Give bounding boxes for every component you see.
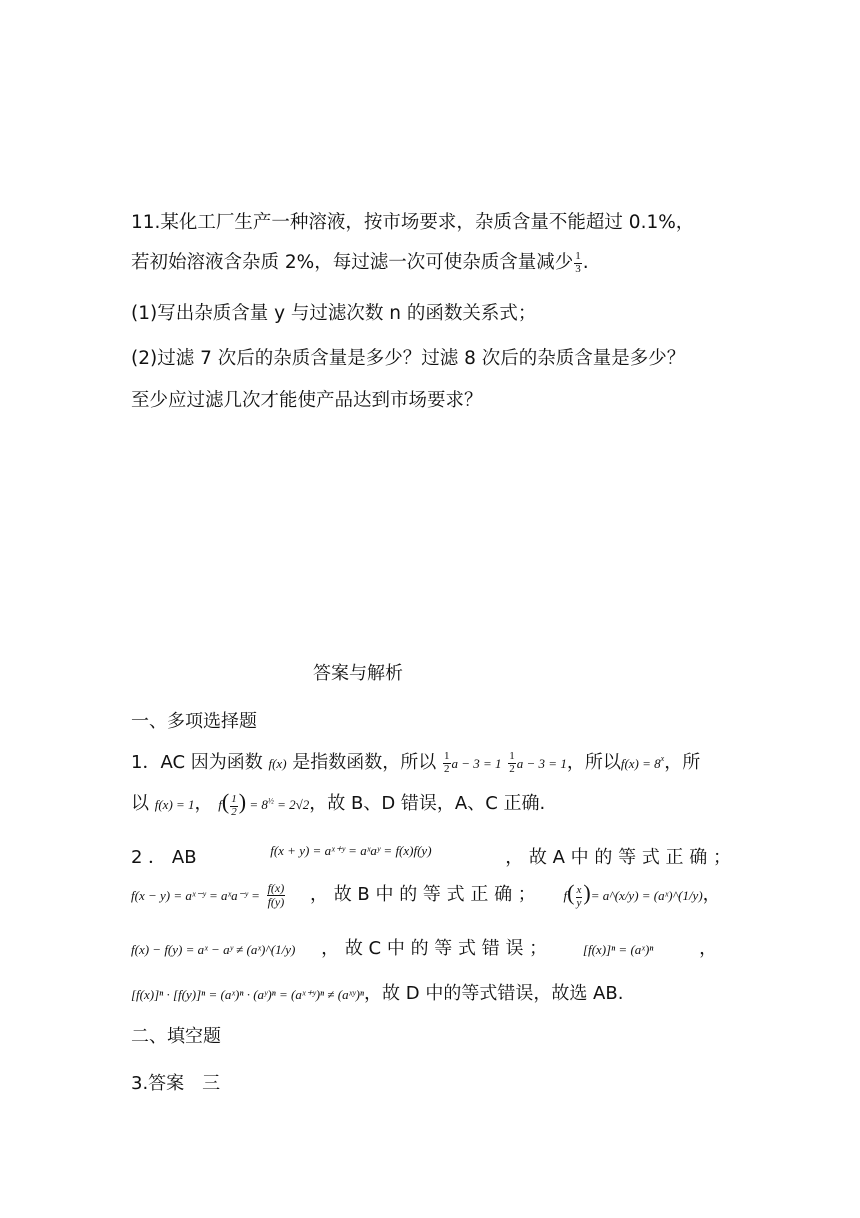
- problem-line-2: [131, 248, 589, 275]
- answer-2-label: 2 ． AB: [131, 847, 197, 868]
- fraction-fx-fy: $\frac{f(x)}{f(y)}$: [267, 880, 285, 909]
- answer-2-line-2: f(x − y) = aˣ⁻ʸ = aˣa⁻ʸ = $\frac{f(x)}{f(y)}$ ， 故 B 中 的 等 式 正 确 ； f( $\frac{x}{y}$ )= a^(x/y) = (aˣ)^(1/y)，: [131, 880, 721, 909]
- math-eq-2: a − 3 = 1: [516, 756, 567, 771]
- answer-2-line-4: [131, 979, 623, 1005]
- problem-part-2: (2)过滤 7 次后的杂质含量是多少？过滤 8 次后的杂质含量是多少？: [131, 348, 686, 369]
- section-multiple-choice: 一、多项选择题: [131, 711, 257, 732]
- answer-1-post: ，所以: [566, 752, 621, 773]
- answer-2-line-3: f(x) − f(y) = aˣ − aʸ ≠ (aˣ)^(1/y) ， 故 C 中 的 等 式 错 误 ； [f(x)]ⁿ = (aˣ)ⁿ ，: [131, 938, 718, 959]
- section-fill-in: 二、填空题: [131, 1026, 221, 1047]
- math-2-3b: [f(x)]ⁿ = (aˣ)ⁿ: [582, 942, 654, 957]
- answer-1-line-1: 1．AC 因为函数 f(x) 是指数函数，所以 $\frac{1}{2}$ a − 3 = 1 $\frac{1}{2}$ a − 3 = 1，所以$f(x) = 8^x$，所: [131, 749, 701, 775]
- problem-part-1: (1)写出杂质含量 y 与过滤次数 n 的函数关系式；: [131, 303, 537, 324]
- answer-2-l3-mid: ， 故 C 中 的 等 式 错 误 ；: [321, 938, 548, 959]
- answer-1-l2-pre: 以: [131, 793, 149, 814]
- fraction-half-2: $\frac{1}{2}$: [509, 749, 515, 775]
- frac-denominator: 3: [575, 262, 581, 275]
- math-eq-1: a − 3 = 1: [451, 756, 502, 771]
- math-f-half: f( $\frac{1}{2}$ ) = $8^{\frac{1}{2}}$: [218, 789, 274, 818]
- math-2-3: f(x) − f(y) = aˣ − aʸ ≠ (aˣ)^(1/y): [131, 942, 296, 957]
- answer-2-l1-end: ， 故 A 中 的 等 式 正 确 ；: [505, 847, 731, 868]
- math-2sqrt2: = 2√2: [277, 797, 310, 812]
- answer-2-l2-mid: ， 故 B 中 的 等 式 正 确 ；: [309, 884, 536, 905]
- fraction-half: $\frac{1}{2}$: [444, 749, 450, 775]
- math-fx: f(x): [268, 756, 287, 771]
- answer-1-end: ，所: [664, 752, 701, 773]
- answer-1-label: 1．AC 因为函数: [131, 752, 263, 773]
- answer-2-line-1: [131, 843, 731, 869]
- answer-3: 3.答案 三: [131, 1073, 221, 1094]
- math-fx1: f(x) = 1: [154, 797, 195, 812]
- answer-1-text: 是指数函数，所以: [292, 752, 437, 773]
- answer-1-l2-end: ，故 B、D 错误，A、C 正确.: [309, 793, 546, 814]
- math-2-4: [f(x)]ⁿ · [f(y)]ⁿ = (aˣ)ⁿ · (aʸ)ⁿ = (aˣ⁺ʸ)ⁿ ≠ (aˣʸ)ⁿ: [131, 987, 365, 1002]
- answer-2-l4-end: ，故 D 中的等式错误，故选 AB.: [364, 983, 624, 1004]
- answers-title: 答案与解析: [313, 663, 403, 684]
- math-2-1: f(x + y) = aˣ⁺ʸ = aˣaʸ = f(x)f(y): [270, 843, 432, 858]
- problem-line-1: 11.某化工厂生产一种溶液，按市场要求，杂质含量不能超过 0.1%，: [131, 212, 695, 233]
- problem-line-2-end: .: [582, 252, 589, 273]
- math-2-2b: = a^(x/y) = (aˣ)^(1/y): [590, 888, 703, 903]
- fraction-one-third: [574, 251, 582, 275]
- answer-1-line-2: 以 f(x) = 1， f( $\frac{1}{2}$ ) = $8^{\frac{1}{2}} = 2√2$，故 B、D 错误，A、C 正确.: [131, 789, 546, 818]
- math-fx8: f(x) = 8: [620, 756, 661, 771]
- math-2-2: f(x − y) = aˣ⁻ʸ = aˣa⁻ʸ =: [131, 888, 260, 903]
- frac-numerator: 1: [575, 249, 581, 262]
- math-f-x-over-y: f( $\frac{x}{y}$ ): [563, 880, 591, 909]
- problem-part-2b: 至少应过滤几次才能使产品达到市场要求？: [131, 390, 483, 411]
- problem-line-2-text: 若初始溶液含杂质 2%，每过滤一次可使杂质含量减少: [131, 252, 574, 273]
